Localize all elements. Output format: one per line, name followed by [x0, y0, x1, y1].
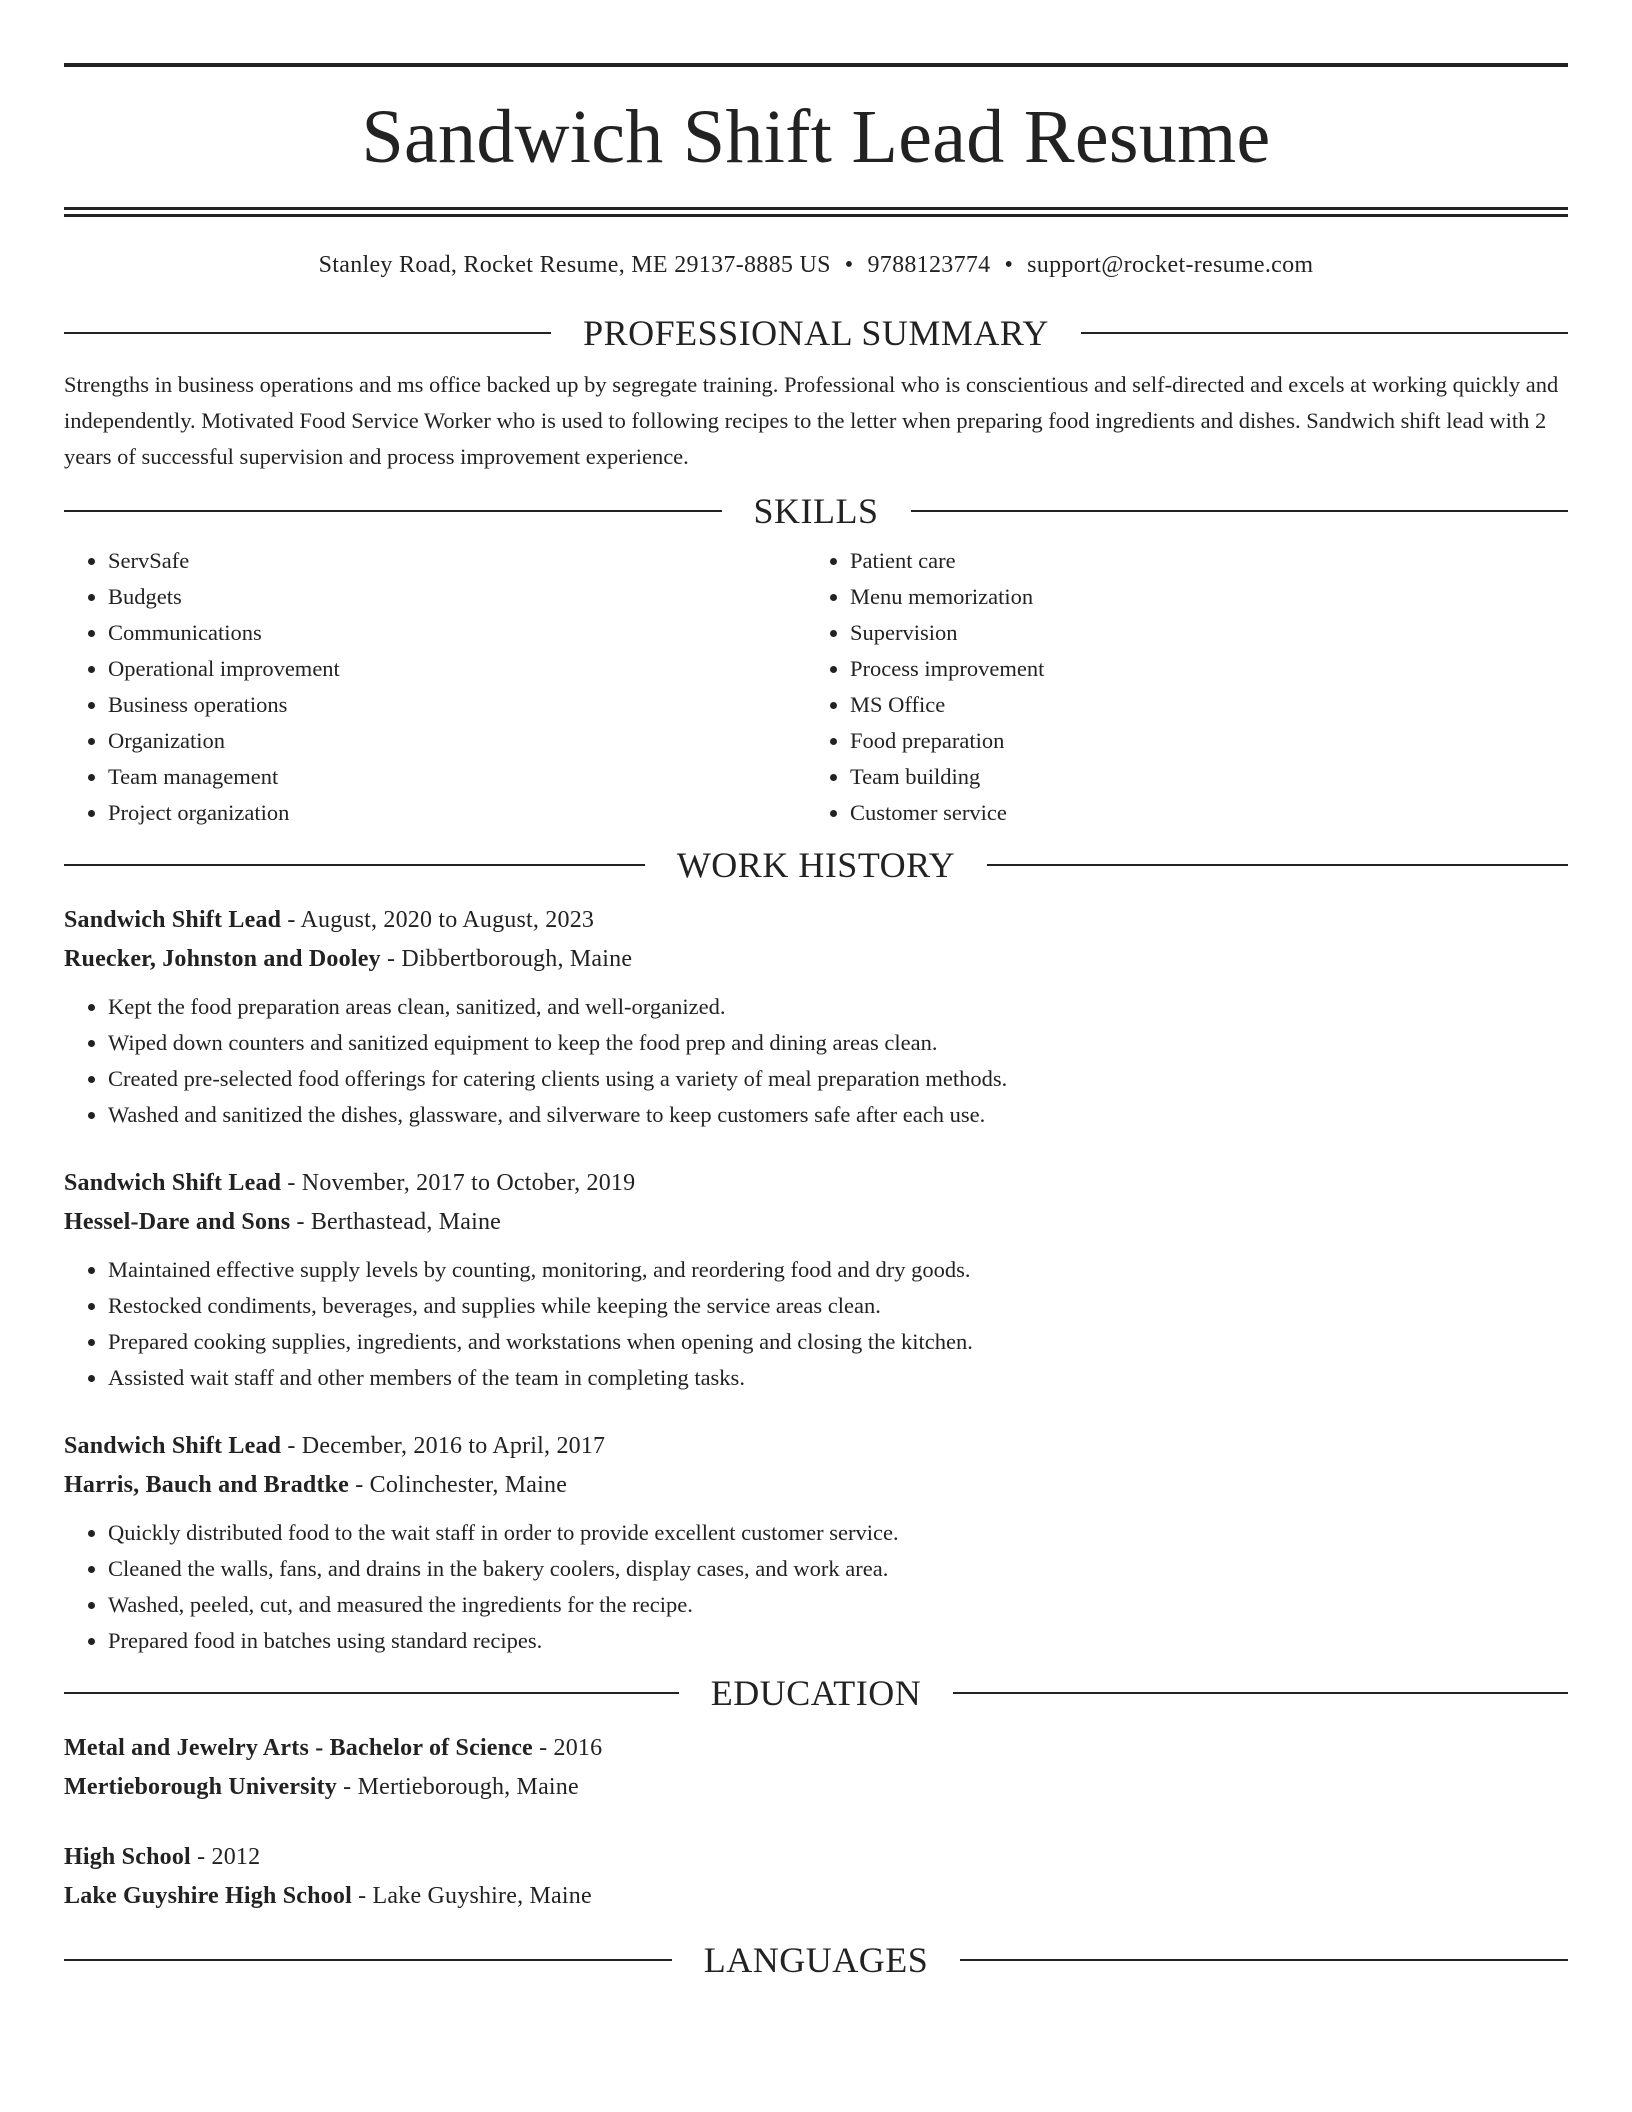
heading-rule-right [960, 1959, 1568, 1961]
education-entry [64, 1729, 1568, 1807]
skill-item: • Food preparation [850, 723, 1548, 759]
education-year: - 2012 [190, 1844, 261, 1870]
education-school: Lake Guyshire High School [64, 1883, 352, 1909]
job-company: Ruecker, Johnston and Dooley [64, 946, 381, 972]
job-location: - Dibbertborough, Maine [380, 946, 633, 972]
job-duties [64, 1515, 1568, 1659]
skills-list-right [806, 543, 1548, 831]
job-duty: • Restocked condiments, beverages, and supplies while keeping the service areas clean. [108, 1288, 1568, 1324]
contact-line [64, 241, 1568, 289]
skill-item: • Supervision [850, 615, 1548, 651]
languages-heading: LANGUAGES [703, 1940, 929, 1980]
education-location: - Lake Guyshire, Maine [351, 1883, 592, 1909]
job-company: Harris, Bauch and Bradtke [64, 1472, 350, 1498]
education-degree-line [64, 1729, 1568, 1768]
education-entry [64, 1838, 1568, 1916]
resume-title: Sandwich Shift Lead Resume [361, 95, 1271, 179]
work-heading: WORK HISTORY [676, 845, 956, 885]
contact-email: support@rocket-resume.com [1027, 252, 1314, 278]
job-duty: • Created pre-selected food offerings for catering clients using a variety of meal preparation methods. [108, 1061, 1568, 1097]
skill-item: • Communications [108, 615, 806, 651]
skill-item: • Patient care [850, 543, 1548, 579]
job-dates: - December, 2016 to April, 2017 [281, 1433, 606, 1459]
contact-address: Stanley Road, Rocket Resume, ME 29137-8885 US [318, 252, 831, 278]
education-degree: High School [64, 1844, 191, 1870]
job-duty: • Washed and sanitized the dishes, glassware, and silverware to keep customers safe after each use. [108, 1097, 1568, 1133]
education-section-heading [64, 1667, 1568, 1719]
heading-rule-right [911, 510, 1569, 512]
job-dates: - November, 2017 to October, 2019 [281, 1170, 636, 1196]
heading-rule-right [1081, 332, 1568, 334]
skills-section-heading [64, 485, 1568, 537]
skills-heading: SKILLS [753, 491, 879, 531]
skill-item: • Process improvement [850, 651, 1548, 687]
heading-rule-left [64, 864, 645, 866]
skill-item: • Budgets [108, 579, 806, 615]
education-location: - Mertieborough, Maine [336, 1774, 579, 1800]
job-title: Sandwich Shift Lead [64, 907, 282, 933]
heading-rule-left [64, 1692, 679, 1694]
job-company-line [64, 1203, 1568, 1242]
job-location: - Colinchester, Maine [349, 1472, 568, 1498]
job-duty: • Kept the food preparation areas clean, sanitized, and well-organized. [108, 989, 1568, 1025]
education-year: - 2016 [532, 1735, 603, 1761]
job-duty: • Quickly distributed food to the wait staff in order to provide excellent customer service. [108, 1515, 1568, 1551]
skill-item: • Operational improvement [108, 651, 806, 687]
heading-rule-left [64, 332, 551, 334]
job-duty: • Wiped down counters and sanitized equipment to keep the food prep and dining areas clean. [108, 1025, 1568, 1061]
education-school-line [64, 1877, 1568, 1916]
job-dates: - August, 2020 to August, 2023 [281, 907, 595, 933]
languages-section-heading [64, 1934, 1568, 1986]
skill-item: • Customer service [850, 795, 1548, 831]
job-title-line [64, 1164, 1568, 1203]
skill-item: • ServSafe [108, 543, 806, 579]
summary-text: Strengths in business operations and ms office backed up by segregate training. Professional who is conscientious and self-directed and excels at working quickly and independently. Motivated Food Service Worker who is used to following recipes to the letter when preparing food ingredients and dishes. Sandwich shift lead with 2 years of successful supervision and process improvement experience. [64, 372, 1559, 469]
job-entry [64, 1164, 1568, 1396]
job-duty: • Washed, peeled, cut, and measured the ingredients for the recipe. [108, 1587, 1568, 1623]
heading-rule-right [953, 1692, 1568, 1694]
summary-section-heading [64, 307, 1568, 359]
education-degree: Metal and Jewelry Arts - Bachelor of Science [64, 1735, 533, 1761]
resume-page [64, 0, 1568, 1986]
education-degree-line [64, 1838, 1568, 1877]
skill-item: • Menu memorization [850, 579, 1548, 615]
contact-phone: 9788123774 [867, 252, 991, 278]
job-duty: • Prepared cooking supplies, ingredients, and workstations when opening and closing the kitchen. [108, 1324, 1568, 1360]
skill-item: • Project organization [108, 795, 806, 831]
job-entry [64, 901, 1568, 1133]
heading-rule-left [64, 510, 722, 512]
contact-separator: • [1004, 252, 1014, 278]
job-company-line [64, 940, 1568, 979]
job-title: Sandwich Shift Lead [64, 1433, 282, 1459]
heading-rule-left [64, 1959, 672, 1961]
job-duties [64, 989, 1568, 1133]
job-duties [64, 1252, 1568, 1396]
skill-item: • MS Office [850, 687, 1548, 723]
job-title-line [64, 901, 1568, 940]
job-company-line [64, 1466, 1568, 1505]
skill-item: • Team building [850, 759, 1548, 795]
skills-list-left [64, 543, 806, 831]
education-heading: EDUCATION [710, 1673, 922, 1713]
job-entry [64, 1427, 1568, 1659]
skill-item: • Organization [108, 723, 806, 759]
job-duty: • Maintained effective supply levels by counting, monitoring, and reordering food and dry goods. [108, 1252, 1568, 1288]
education-school-line [64, 1768, 1568, 1807]
contact-separator: • [844, 252, 854, 278]
work-section-heading [64, 839, 1568, 891]
heading-rule-right [987, 864, 1568, 866]
job-duty: • Prepared food in batches using standard recipes. [108, 1623, 1568, 1659]
job-company: Hessel-Dare and Sons [64, 1209, 291, 1235]
skill-item: • Team management [108, 759, 806, 795]
header-double-rule [64, 207, 1568, 217]
job-title: Sandwich Shift Lead [64, 1170, 282, 1196]
job-duty: • Cleaned the walls, fans, and drains in the bakery coolers, display cases, and work area. [108, 1551, 1568, 1587]
job-title-line [64, 1427, 1568, 1466]
skill-item: • Business operations [108, 687, 806, 723]
job-location: - Berthastead, Maine [290, 1209, 502, 1235]
job-duty: • Assisted wait staff and other members of the team in completing tasks. [108, 1360, 1568, 1396]
skills-columns [64, 543, 1568, 831]
summary-heading: PROFESSIONAL SUMMARY [583, 313, 1049, 353]
education-school: Mertieborough University [64, 1774, 337, 1800]
